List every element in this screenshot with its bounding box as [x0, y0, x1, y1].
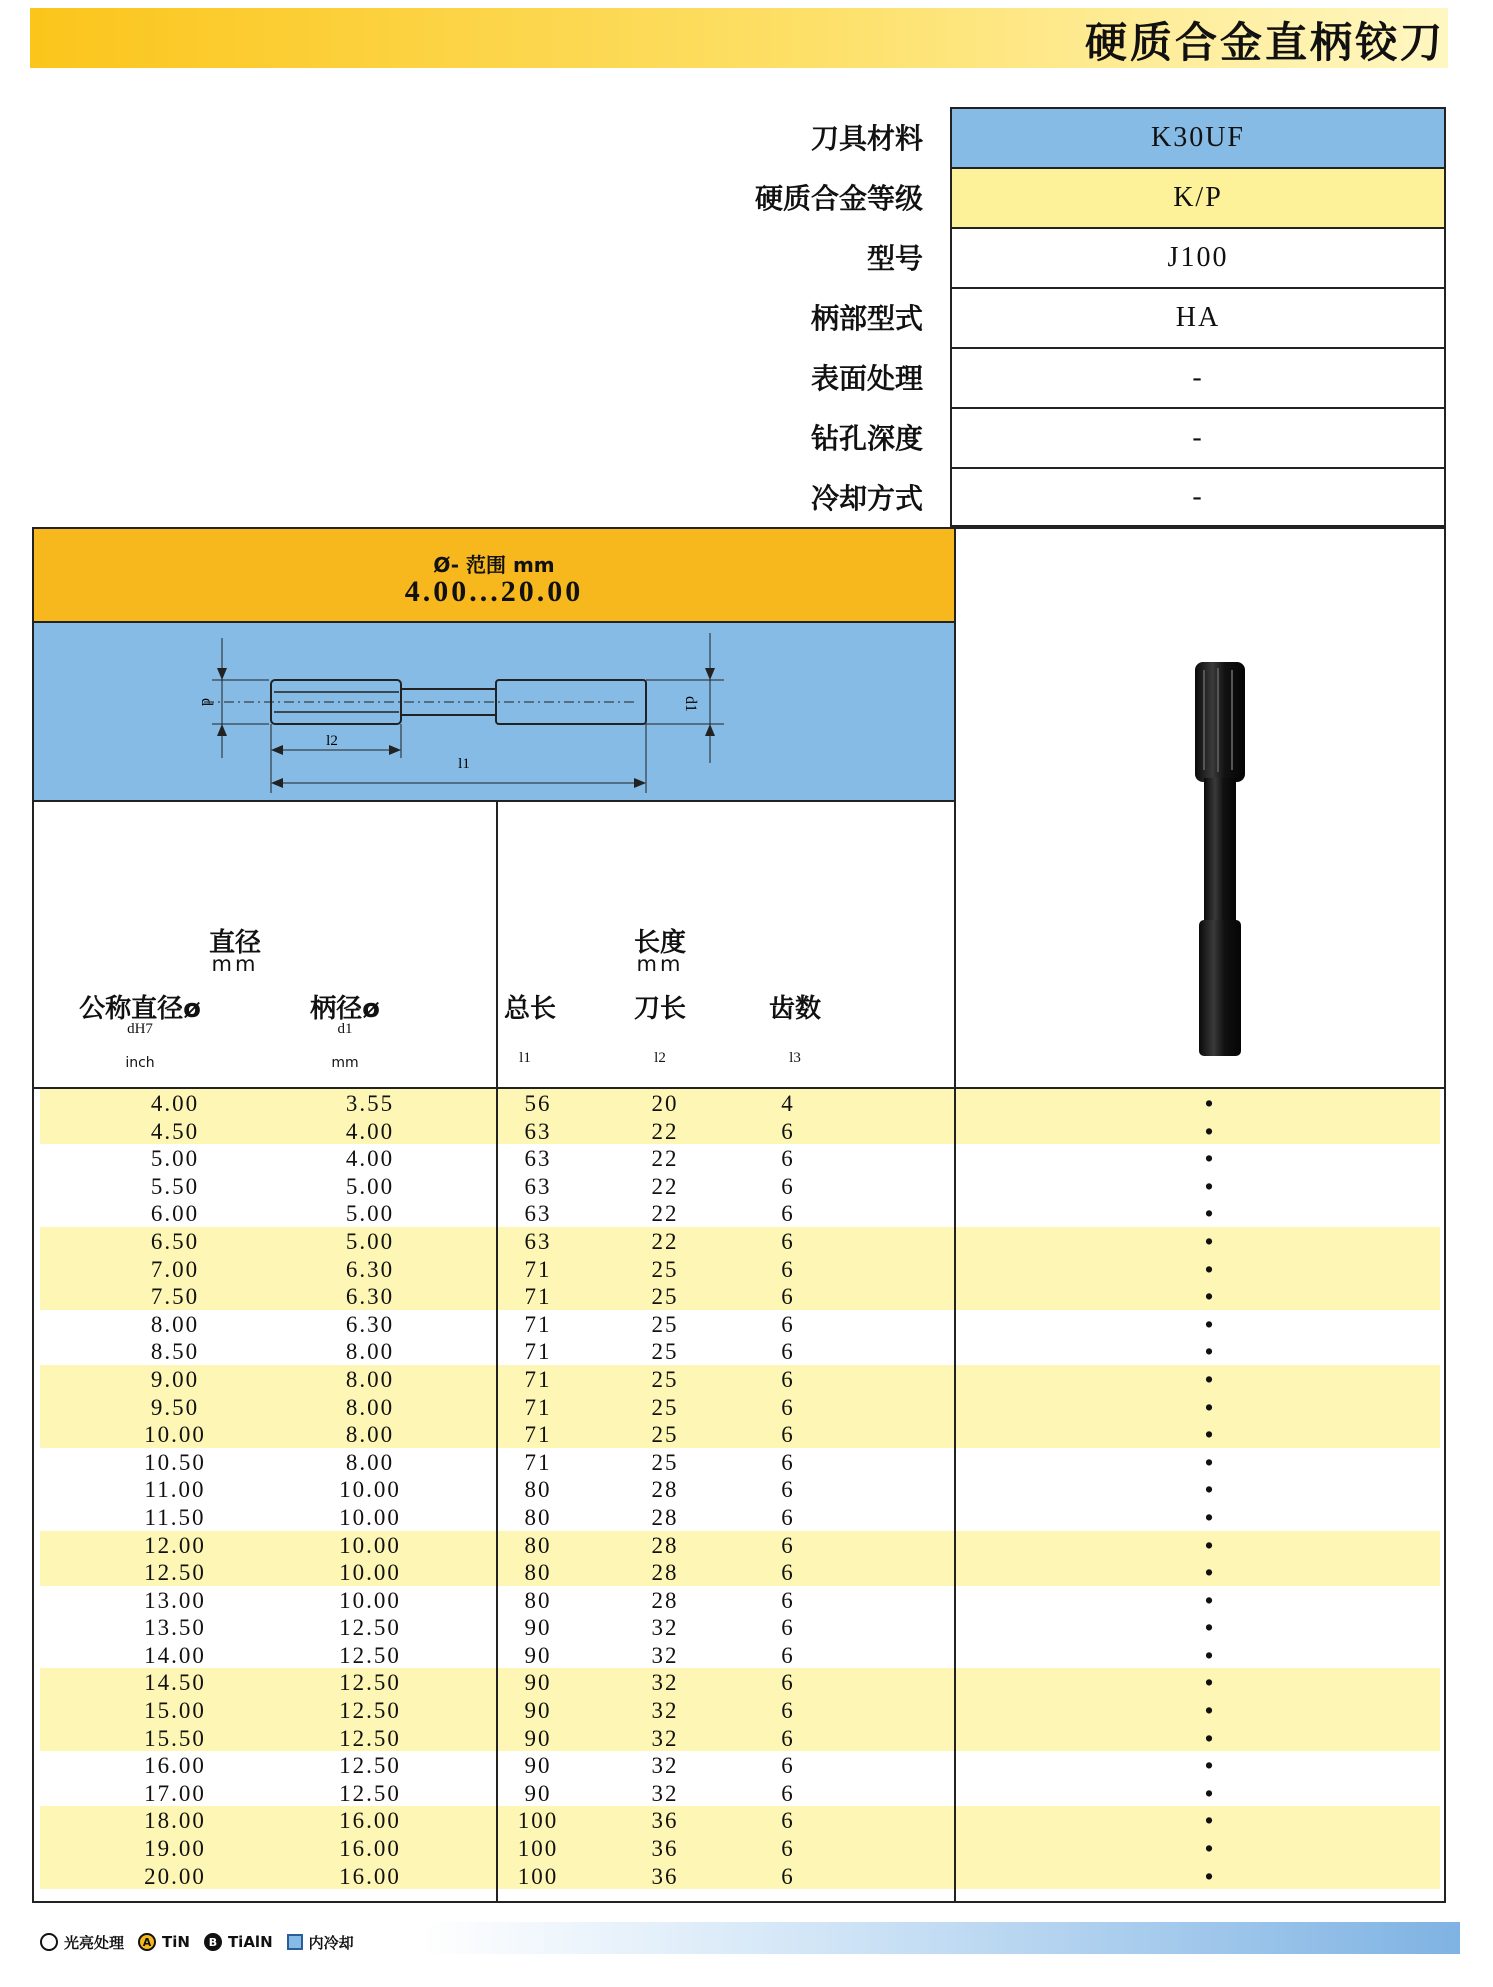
cell-nominal-diameter: 17.00 — [144, 1780, 206, 1806]
header-nominal-unit: inch — [125, 1055, 155, 1071]
header-diameter-unit: mm — [211, 952, 259, 976]
header-total-sym: l1 — [519, 1050, 531, 1066]
availability-dot: • — [1204, 1808, 1216, 1834]
cell-shank-diameter: 16.00 — [339, 1836, 401, 1862]
cell-teeth: 6 — [781, 1587, 795, 1613]
cell-teeth: 6 — [781, 1532, 795, 1558]
availability-dot: • — [1204, 1670, 1216, 1696]
cell-flute-length: 32 — [651, 1698, 679, 1724]
availability-dot: • — [1204, 1422, 1216, 1448]
availability-dot: • — [1204, 1394, 1216, 1420]
legend — [40, 1928, 354, 1956]
cell-total-length: 100 — [517, 1836, 559, 1862]
cell-nominal-diameter: 18.00 — [144, 1808, 206, 1834]
cell-shank-diameter: 4.00 — [345, 1146, 395, 1172]
cell-nominal-diameter: 7.50 — [150, 1284, 200, 1310]
spec-value: HA — [950, 287, 1446, 349]
header-shank-unit: mm — [331, 1055, 359, 1071]
cell-teeth: 6 — [781, 1615, 795, 1641]
cell-teeth: 6 — [781, 1173, 795, 1199]
cell-nominal-diameter: 9.50 — [150, 1394, 200, 1420]
availability-dot: • — [1204, 1560, 1216, 1586]
cell-shank-diameter: 5.00 — [345, 1228, 395, 1254]
footer-band — [420, 1922, 1460, 1954]
table-row — [40, 1475, 1440, 1503]
table-row — [40, 1117, 1440, 1145]
cell-teeth: 6 — [781, 1366, 795, 1392]
cell-flute-length: 22 — [651, 1118, 679, 1144]
cell-teeth: 6 — [781, 1780, 795, 1806]
table-row — [40, 1531, 1440, 1559]
cell-total-length: 100 — [517, 1863, 559, 1889]
cell-flute-length: 20 — [651, 1091, 679, 1116]
availability-dot: • — [1204, 1615, 1216, 1641]
cell-nominal-diameter: 15.50 — [144, 1725, 206, 1751]
cell-flute-length: 25 — [651, 1394, 679, 1420]
cell-shank-diameter: 12.50 — [339, 1642, 401, 1668]
cell-shank-diameter: 12.50 — [339, 1780, 401, 1806]
availability-dot: • — [1204, 1753, 1216, 1779]
cell-flute-length: 25 — [651, 1284, 679, 1310]
cell-nominal-diameter: 10.50 — [144, 1449, 206, 1475]
cell-shank-diameter: 10.00 — [339, 1587, 401, 1613]
cell-nominal-diameter: 15.00 — [144, 1698, 206, 1724]
availability-dot: • — [1204, 1836, 1216, 1862]
cell-total-length: 63 — [524, 1228, 552, 1254]
cell-shank-diameter: 5.00 — [345, 1201, 395, 1227]
spec-value: K/P — [950, 167, 1446, 229]
header-total: 总长 — [503, 994, 556, 1024]
availability-dot: • — [1204, 1863, 1216, 1889]
blue-square-icon — [287, 1934, 303, 1950]
cell-shank-diameter: 8.00 — [345, 1422, 395, 1448]
reamer-product-image — [1190, 660, 1250, 1060]
spec-label: 硬质合金等级 — [754, 182, 923, 215]
cell-teeth: 6 — [781, 1146, 795, 1172]
cell-shank-diameter: 6.30 — [345, 1311, 395, 1337]
cell-nominal-diameter: 20.00 — [144, 1863, 206, 1889]
cell-flute-length: 22 — [651, 1173, 679, 1199]
cell-flute-length: 32 — [651, 1615, 679, 1641]
cell-total-length: 90 — [524, 1670, 552, 1696]
cell-flute-length: 28 — [651, 1504, 679, 1530]
diagram-d1-label: d1 — [682, 696, 699, 712]
availability-dot: • — [1204, 1118, 1216, 1144]
spec-label: 型号 — [866, 242, 923, 275]
cell-teeth: 6 — [781, 1642, 795, 1668]
table-row — [40, 1806, 1440, 1834]
availability-dot: • — [1204, 1366, 1216, 1392]
cell-total-length: 63 — [524, 1173, 552, 1199]
cell-total-length: 71 — [524, 1394, 552, 1420]
cell-teeth: 6 — [781, 1201, 795, 1227]
range-value: 4.00...20.00 — [404, 575, 584, 608]
table-row — [40, 1779, 1440, 1807]
cell-shank-diameter: 8.00 — [345, 1449, 395, 1475]
header-flute: 刀长 — [633, 994, 686, 1024]
cell-shank-diameter: 4.00 — [345, 1118, 395, 1144]
spec-value: - — [950, 407, 1446, 469]
availability-dot: • — [1204, 1201, 1216, 1227]
diagram-l2-label: l2 — [326, 733, 338, 749]
availability-dot: • — [1204, 1642, 1216, 1668]
cell-nominal-diameter: 4.50 — [150, 1118, 200, 1144]
table-row — [40, 1282, 1440, 1310]
table-row — [40, 1420, 1440, 1448]
cell-shank-diameter: 12.50 — [339, 1698, 401, 1724]
cell-nominal-diameter: 13.00 — [144, 1587, 206, 1613]
cell-nominal-diameter: 11.00 — [144, 1477, 206, 1503]
cell-total-length: 63 — [524, 1146, 552, 1172]
table-row — [40, 1751, 1440, 1779]
cell-flute-length: 28 — [651, 1532, 679, 1558]
header-nominal: 公称直径ø — [79, 994, 201, 1024]
table-row — [40, 1365, 1440, 1393]
reamer-drawing — [34, 623, 954, 800]
range-label: Ø- 范围 mm — [433, 553, 555, 577]
table-row — [40, 1448, 1440, 1476]
cell-shank-diameter: 10.00 — [339, 1477, 401, 1503]
table-row — [40, 1337, 1440, 1365]
cell-teeth: 6 — [781, 1394, 795, 1420]
cell-nominal-diameter: 6.50 — [150, 1228, 200, 1254]
availability-dot: • — [1204, 1587, 1216, 1613]
cell-flute-length: 25 — [651, 1311, 679, 1337]
data-table-body — [40, 1089, 1440, 1889]
diagram-band — [34, 623, 954, 802]
column-divider — [496, 1089, 498, 1901]
cell-total-length: 63 — [524, 1201, 552, 1227]
availability-dot: • — [1204, 1339, 1216, 1365]
cell-shank-diameter: 8.00 — [345, 1366, 395, 1392]
availability-dot: • — [1204, 1284, 1216, 1310]
table-row — [40, 1144, 1440, 1172]
table-row — [40, 1613, 1440, 1641]
cell-total-length: 80 — [524, 1587, 552, 1613]
legend-label: TiAlN — [227, 1933, 273, 1951]
b-circle-icon: B — [204, 1933, 222, 1951]
cell-shank-diameter: 8.00 — [345, 1394, 395, 1420]
cell-teeth: 6 — [781, 1698, 795, 1724]
availability-dot: • — [1204, 1725, 1216, 1751]
table-row — [40, 1668, 1440, 1696]
cell-teeth: 6 — [781, 1339, 795, 1365]
cell-total-length: 56 — [524, 1091, 552, 1116]
cell-flute-length: 25 — [651, 1422, 679, 1448]
availability-dot: • — [1204, 1146, 1216, 1172]
cell-shank-diameter: 16.00 — [339, 1863, 401, 1889]
diagram-d-label: d — [198, 698, 215, 706]
cell-shank-diameter: 12.50 — [339, 1753, 401, 1779]
cell-flute-length: 28 — [651, 1560, 679, 1586]
legend-item — [40, 1932, 124, 1953]
cell-total-length: 71 — [524, 1366, 552, 1392]
table-row — [40, 1641, 1440, 1669]
diagram-l1-label: l1 — [458, 756, 470, 772]
cell-teeth: 6 — [781, 1284, 795, 1310]
cell-teeth: 4 — [781, 1091, 795, 1116]
table-row — [40, 1310, 1440, 1338]
cell-teeth: 6 — [781, 1449, 795, 1475]
cell-flute-length: 25 — [651, 1449, 679, 1475]
cell-teeth: 6 — [781, 1228, 795, 1254]
cell-nominal-diameter: 10.00 — [144, 1422, 206, 1448]
cell-flute-length: 25 — [651, 1256, 679, 1282]
column-divider — [496, 800, 498, 1087]
cell-shank-diameter: 12.50 — [339, 1615, 401, 1641]
a-circle-icon: A — [138, 1933, 156, 1951]
header-flute-sym: l2 — [654, 1050, 666, 1066]
table-row — [40, 1089, 1440, 1117]
table-row — [40, 1586, 1440, 1614]
column-divider — [954, 1089, 956, 1901]
cell-flute-length: 22 — [651, 1228, 679, 1254]
cell-shank-diameter: 10.00 — [339, 1532, 401, 1558]
table-row — [40, 1724, 1440, 1752]
table-row — [40, 1393, 1440, 1421]
cell-teeth: 6 — [781, 1311, 795, 1337]
cell-teeth: 6 — [781, 1725, 795, 1751]
range-band — [34, 529, 954, 623]
cell-nominal-diameter: 8.00 — [150, 1311, 200, 1337]
spec-label: 表面处理 — [810, 362, 923, 395]
cell-teeth: 6 — [781, 1422, 795, 1448]
cell-total-length: 71 — [524, 1339, 552, 1365]
legend-item — [204, 1933, 273, 1951]
cell-total-length: 90 — [524, 1615, 552, 1641]
cell-flute-length: 32 — [651, 1670, 679, 1696]
header-teeth-sym: l3 — [789, 1050, 801, 1066]
availability-dot: • — [1204, 1532, 1216, 1558]
cell-flute-length: 32 — [651, 1780, 679, 1806]
header-length-group: 长度 — [633, 928, 686, 958]
cell-shank-diameter: 6.30 — [345, 1256, 395, 1282]
legend-label: 光亮处理 — [64, 1933, 125, 1952]
cell-nominal-diameter: 14.00 — [144, 1642, 206, 1668]
availability-dot: • — [1204, 1780, 1216, 1806]
cell-nominal-diameter: 16.00 — [144, 1753, 206, 1779]
spec-label: 刀具材料 — [810, 122, 923, 155]
cell-teeth: 6 — [781, 1477, 795, 1503]
cell-teeth: 6 — [781, 1753, 795, 1779]
cell-flute-length: 36 — [651, 1836, 679, 1862]
cell-teeth: 6 — [781, 1118, 795, 1144]
table-row — [40, 1172, 1440, 1200]
cell-shank-diameter: 3.55 — [345, 1091, 395, 1116]
cell-flute-length: 28 — [651, 1587, 679, 1613]
cell-shank-diameter: 6.30 — [345, 1284, 395, 1310]
cell-shank-diameter: 8.00 — [345, 1339, 395, 1365]
cell-total-length: 71 — [524, 1449, 552, 1475]
cell-total-length: 100 — [517, 1808, 559, 1834]
cell-shank-diameter: 10.00 — [339, 1504, 401, 1530]
cell-shank-diameter: 5.00 — [345, 1173, 395, 1199]
availability-dot: • — [1204, 1091, 1216, 1116]
cell-flute-length: 32 — [651, 1642, 679, 1668]
table-row — [40, 1862, 1440, 1890]
cell-flute-length: 22 — [651, 1201, 679, 1227]
cell-total-length: 71 — [524, 1311, 552, 1337]
header-nominal-sym: dH7 — [127, 1021, 153, 1037]
legend-label: TiN — [162, 1933, 190, 1951]
cell-shank-diameter: 16.00 — [339, 1808, 401, 1834]
cell-nominal-diameter: 7.00 — [150, 1256, 200, 1282]
cell-total-length: 80 — [524, 1560, 552, 1586]
cell-total-length: 80 — [524, 1532, 552, 1558]
spec-value: - — [950, 467, 1446, 527]
cell-shank-diameter: 12.50 — [339, 1670, 401, 1696]
header-shank-sym: d1 — [337, 1021, 353, 1037]
availability-dot: • — [1204, 1698, 1216, 1724]
cell-total-length: 90 — [524, 1753, 552, 1779]
cell-shank-diameter: 10.00 — [339, 1560, 401, 1586]
cell-teeth: 6 — [781, 1808, 795, 1834]
cell-total-length: 71 — [524, 1422, 552, 1448]
cell-total-length: 63 — [524, 1118, 552, 1144]
availability-dot: • — [1204, 1449, 1216, 1475]
availability-dot: • — [1204, 1311, 1216, 1337]
availability-dot: • — [1204, 1477, 1216, 1503]
availability-dot: • — [1204, 1228, 1216, 1254]
cell-nominal-diameter: 5.00 — [150, 1146, 200, 1172]
cell-nominal-diameter: 14.50 — [144, 1670, 206, 1696]
table-row — [40, 1696, 1440, 1724]
table-row — [40, 1255, 1440, 1283]
cell-nominal-diameter: 5.50 — [150, 1173, 200, 1199]
header-shank: 柄径ø — [310, 994, 380, 1024]
cell-teeth: 6 — [781, 1863, 795, 1889]
cell-total-length: 90 — [524, 1642, 552, 1668]
availability-dot: • — [1204, 1173, 1216, 1199]
cell-nominal-diameter: 13.50 — [144, 1615, 206, 1641]
cell-flute-length: 36 — [651, 1863, 679, 1889]
legend-item — [138, 1933, 190, 1951]
cell-teeth: 6 — [781, 1670, 795, 1696]
cell-nominal-diameter: 12.50 — [144, 1560, 206, 1586]
page-title: 硬质合金直柄铰刀 — [1084, 18, 1445, 67]
header-length-unit: mm — [636, 952, 684, 976]
spec-value: K30UF — [950, 107, 1446, 169]
cell-shank-diameter: 12.50 — [339, 1725, 401, 1751]
header-diameter-group: 直径 — [208, 928, 261, 958]
cell-flute-length: 32 — [651, 1725, 679, 1751]
cell-teeth: 6 — [781, 1836, 795, 1862]
cell-teeth: 6 — [781, 1560, 795, 1586]
legend-item — [287, 1932, 354, 1953]
table-row — [40, 1558, 1440, 1586]
cell-total-length: 80 — [524, 1477, 552, 1503]
table-row — [40, 1227, 1440, 1255]
availability-dot: • — [1204, 1256, 1216, 1282]
cell-total-length: 90 — [524, 1725, 552, 1751]
spec-label: 柄部型式 — [810, 302, 923, 335]
availability-dot: • — [1204, 1504, 1216, 1530]
header-teeth: 齿数 — [768, 994, 821, 1024]
table-row — [40, 1834, 1440, 1862]
cell-flute-length: 32 — [651, 1753, 679, 1779]
cell-nominal-diameter: 11.50 — [144, 1504, 206, 1530]
cell-teeth: 6 — [781, 1504, 795, 1530]
empty-circle-icon — [40, 1933, 58, 1951]
cell-nominal-diameter: 6.00 — [150, 1201, 200, 1227]
cell-nominal-diameter: 8.50 — [150, 1339, 200, 1365]
cell-flute-length: 28 — [651, 1477, 679, 1503]
spec-value: - — [950, 347, 1446, 409]
cell-flute-length: 25 — [651, 1339, 679, 1365]
cell-total-length: 71 — [524, 1256, 552, 1282]
cell-nominal-diameter: 4.00 — [150, 1091, 200, 1116]
spec-label: 冷却方式 — [810, 482, 923, 515]
cell-flute-length: 36 — [651, 1808, 679, 1834]
legend-label: 内冷却 — [308, 1933, 354, 1952]
cell-flute-length: 25 — [651, 1366, 679, 1392]
cell-nominal-diameter: 9.00 — [150, 1366, 200, 1392]
cell-total-length: 90 — [524, 1698, 552, 1724]
cell-flute-length: 22 — [651, 1146, 679, 1172]
cell-teeth: 6 — [781, 1256, 795, 1282]
cell-total-length: 80 — [524, 1504, 552, 1530]
cell-total-length: 71 — [524, 1284, 552, 1310]
column-divider — [954, 527, 956, 1087]
spec-value: J100 — [950, 227, 1446, 289]
cell-nominal-diameter: 19.00 — [144, 1836, 206, 1862]
cell-nominal-diameter: 12.00 — [144, 1532, 206, 1558]
cell-total-length: 90 — [524, 1780, 552, 1806]
table-row — [40, 1503, 1440, 1531]
spec-label: 钻孔深度 — [810, 422, 923, 455]
table-row — [40, 1199, 1440, 1227]
